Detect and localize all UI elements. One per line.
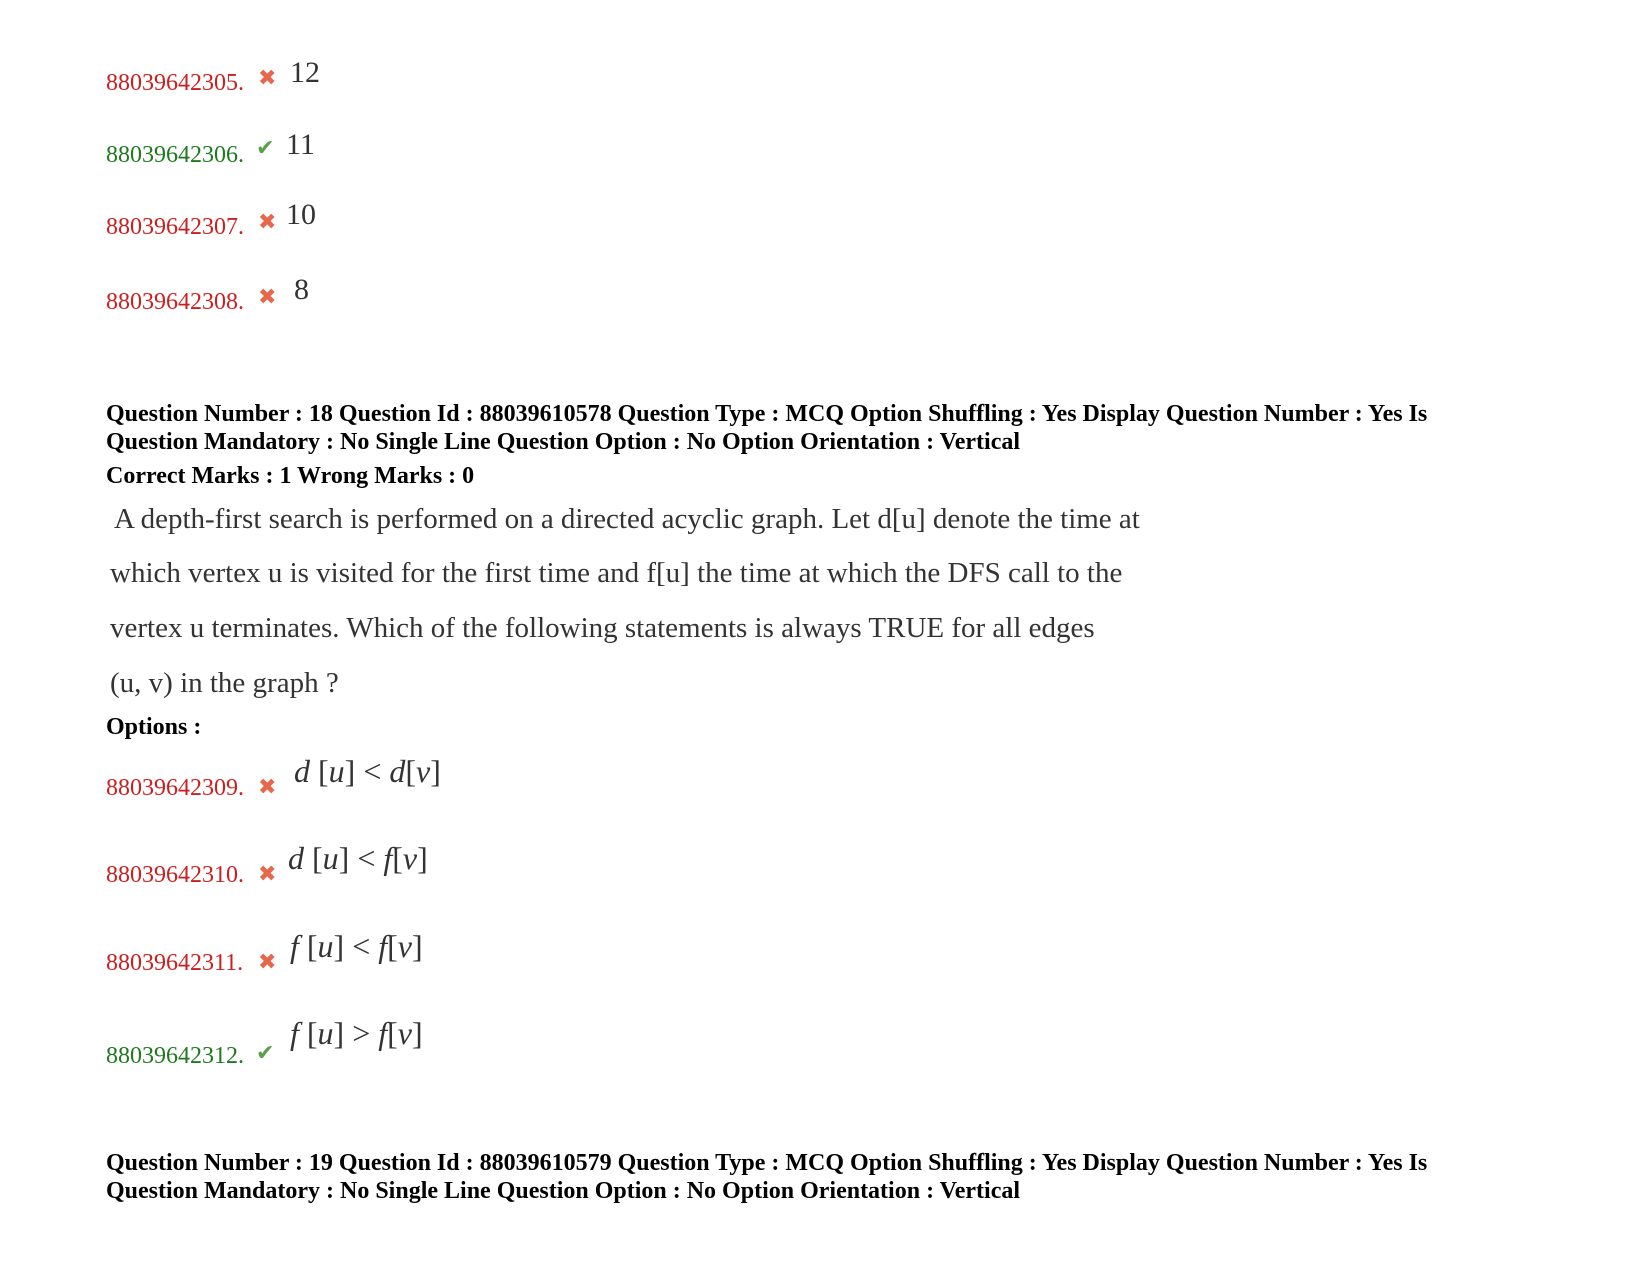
question-meta-line: Question Number : 18 Question Id : 88039610578 Question Type : MCQ Option Shuffling : Yes Display Question Number : Yes Is (106, 401, 1428, 427)
option-formula: f [u] < f[v] (290, 928, 423, 964)
check-icon: ✔ (256, 136, 275, 161)
formula-function: f (378, 1015, 388, 1051)
question-meta (106, 400, 1546, 456)
option-id: 88039642312. (106, 1043, 244, 1069)
formula-function: d (389, 753, 406, 789)
question-text-line: (u, v) in the graph ? (110, 667, 339, 699)
question-meta (106, 1149, 1546, 1205)
question-text-line: A depth-first search is performed on a directed acyclic graph. Let d[u] denote the time at (114, 503, 1140, 535)
formula-operator: < (363, 753, 382, 789)
option-id: 88039642305. (106, 70, 244, 96)
formula-function: f (290, 1015, 299, 1051)
option-id: 88039642307. (106, 214, 244, 240)
cross-icon: ✖ (258, 210, 277, 235)
question-text-line: vertex u terminates. Which of the following statements is always TRUE for all edges (110, 612, 1095, 644)
formula-operator: < (352, 928, 371, 964)
cross-icon: ✖ (258, 66, 277, 91)
question-meta-line: Question Mandatory : No Single Line Question Option : No Option Orientation : Vertical (106, 1178, 1021, 1204)
option-value: 8 (294, 273, 309, 306)
question-text-line: which vertex u is visited for the first time and f[u] the time at which the DFS call to the (110, 557, 1123, 589)
formula-var: v (402, 840, 418, 876)
formula-var: v (397, 928, 412, 964)
cross-icon: ✖ (258, 285, 277, 310)
formula-var: v (416, 753, 431, 789)
option-id: 88039642310. (106, 862, 244, 888)
option-formula: d [u] < f[v] (288, 840, 428, 876)
formula-var: v (397, 1015, 412, 1051)
option-id: 88039642311. (106, 950, 244, 976)
cross-icon: ✖ (258, 775, 277, 800)
question-marks: Correct Marks : 1 Wrong Marks : 0 (106, 463, 475, 489)
option-value: 12 (290, 56, 320, 89)
option-id: 88039642308. (106, 289, 244, 315)
cross-icon: ✖ (258, 950, 277, 975)
option-value: 11 (286, 128, 315, 161)
formula-function: f (378, 928, 388, 964)
option-id: 88039642309. (106, 775, 244, 801)
option-formula: f [u] > f[v] (290, 1015, 423, 1051)
options-label: Options : (106, 714, 202, 740)
formula-var: u (317, 1015, 334, 1051)
question-meta-line: Question Number : 19 Question Id : 88039610579 Question Type : MCQ Option Shuffling : Yes Display Question Number : Yes Is (106, 1150, 1428, 1176)
formula-function: d (294, 753, 310, 789)
option-formula: d [u] < d[v] (294, 753, 441, 789)
question-meta-line: Question Mandatory : No Single Line Question Option : No Option Orientation : Vertical (106, 429, 1021, 455)
cross-icon: ✖ (258, 862, 277, 887)
formula-function: f (290, 928, 299, 964)
formula-var: u (317, 928, 334, 964)
formula-function: f (383, 840, 393, 876)
formula-function: d (288, 840, 304, 876)
check-icon: ✔ (256, 1041, 275, 1066)
formula-operator: < (357, 840, 376, 876)
formula-var: u (328, 753, 345, 789)
option-id: 88039642306. (106, 142, 244, 168)
option-value: 10 (286, 198, 316, 231)
formula-var: u (322, 840, 339, 876)
formula-operator: > (352, 1015, 371, 1051)
